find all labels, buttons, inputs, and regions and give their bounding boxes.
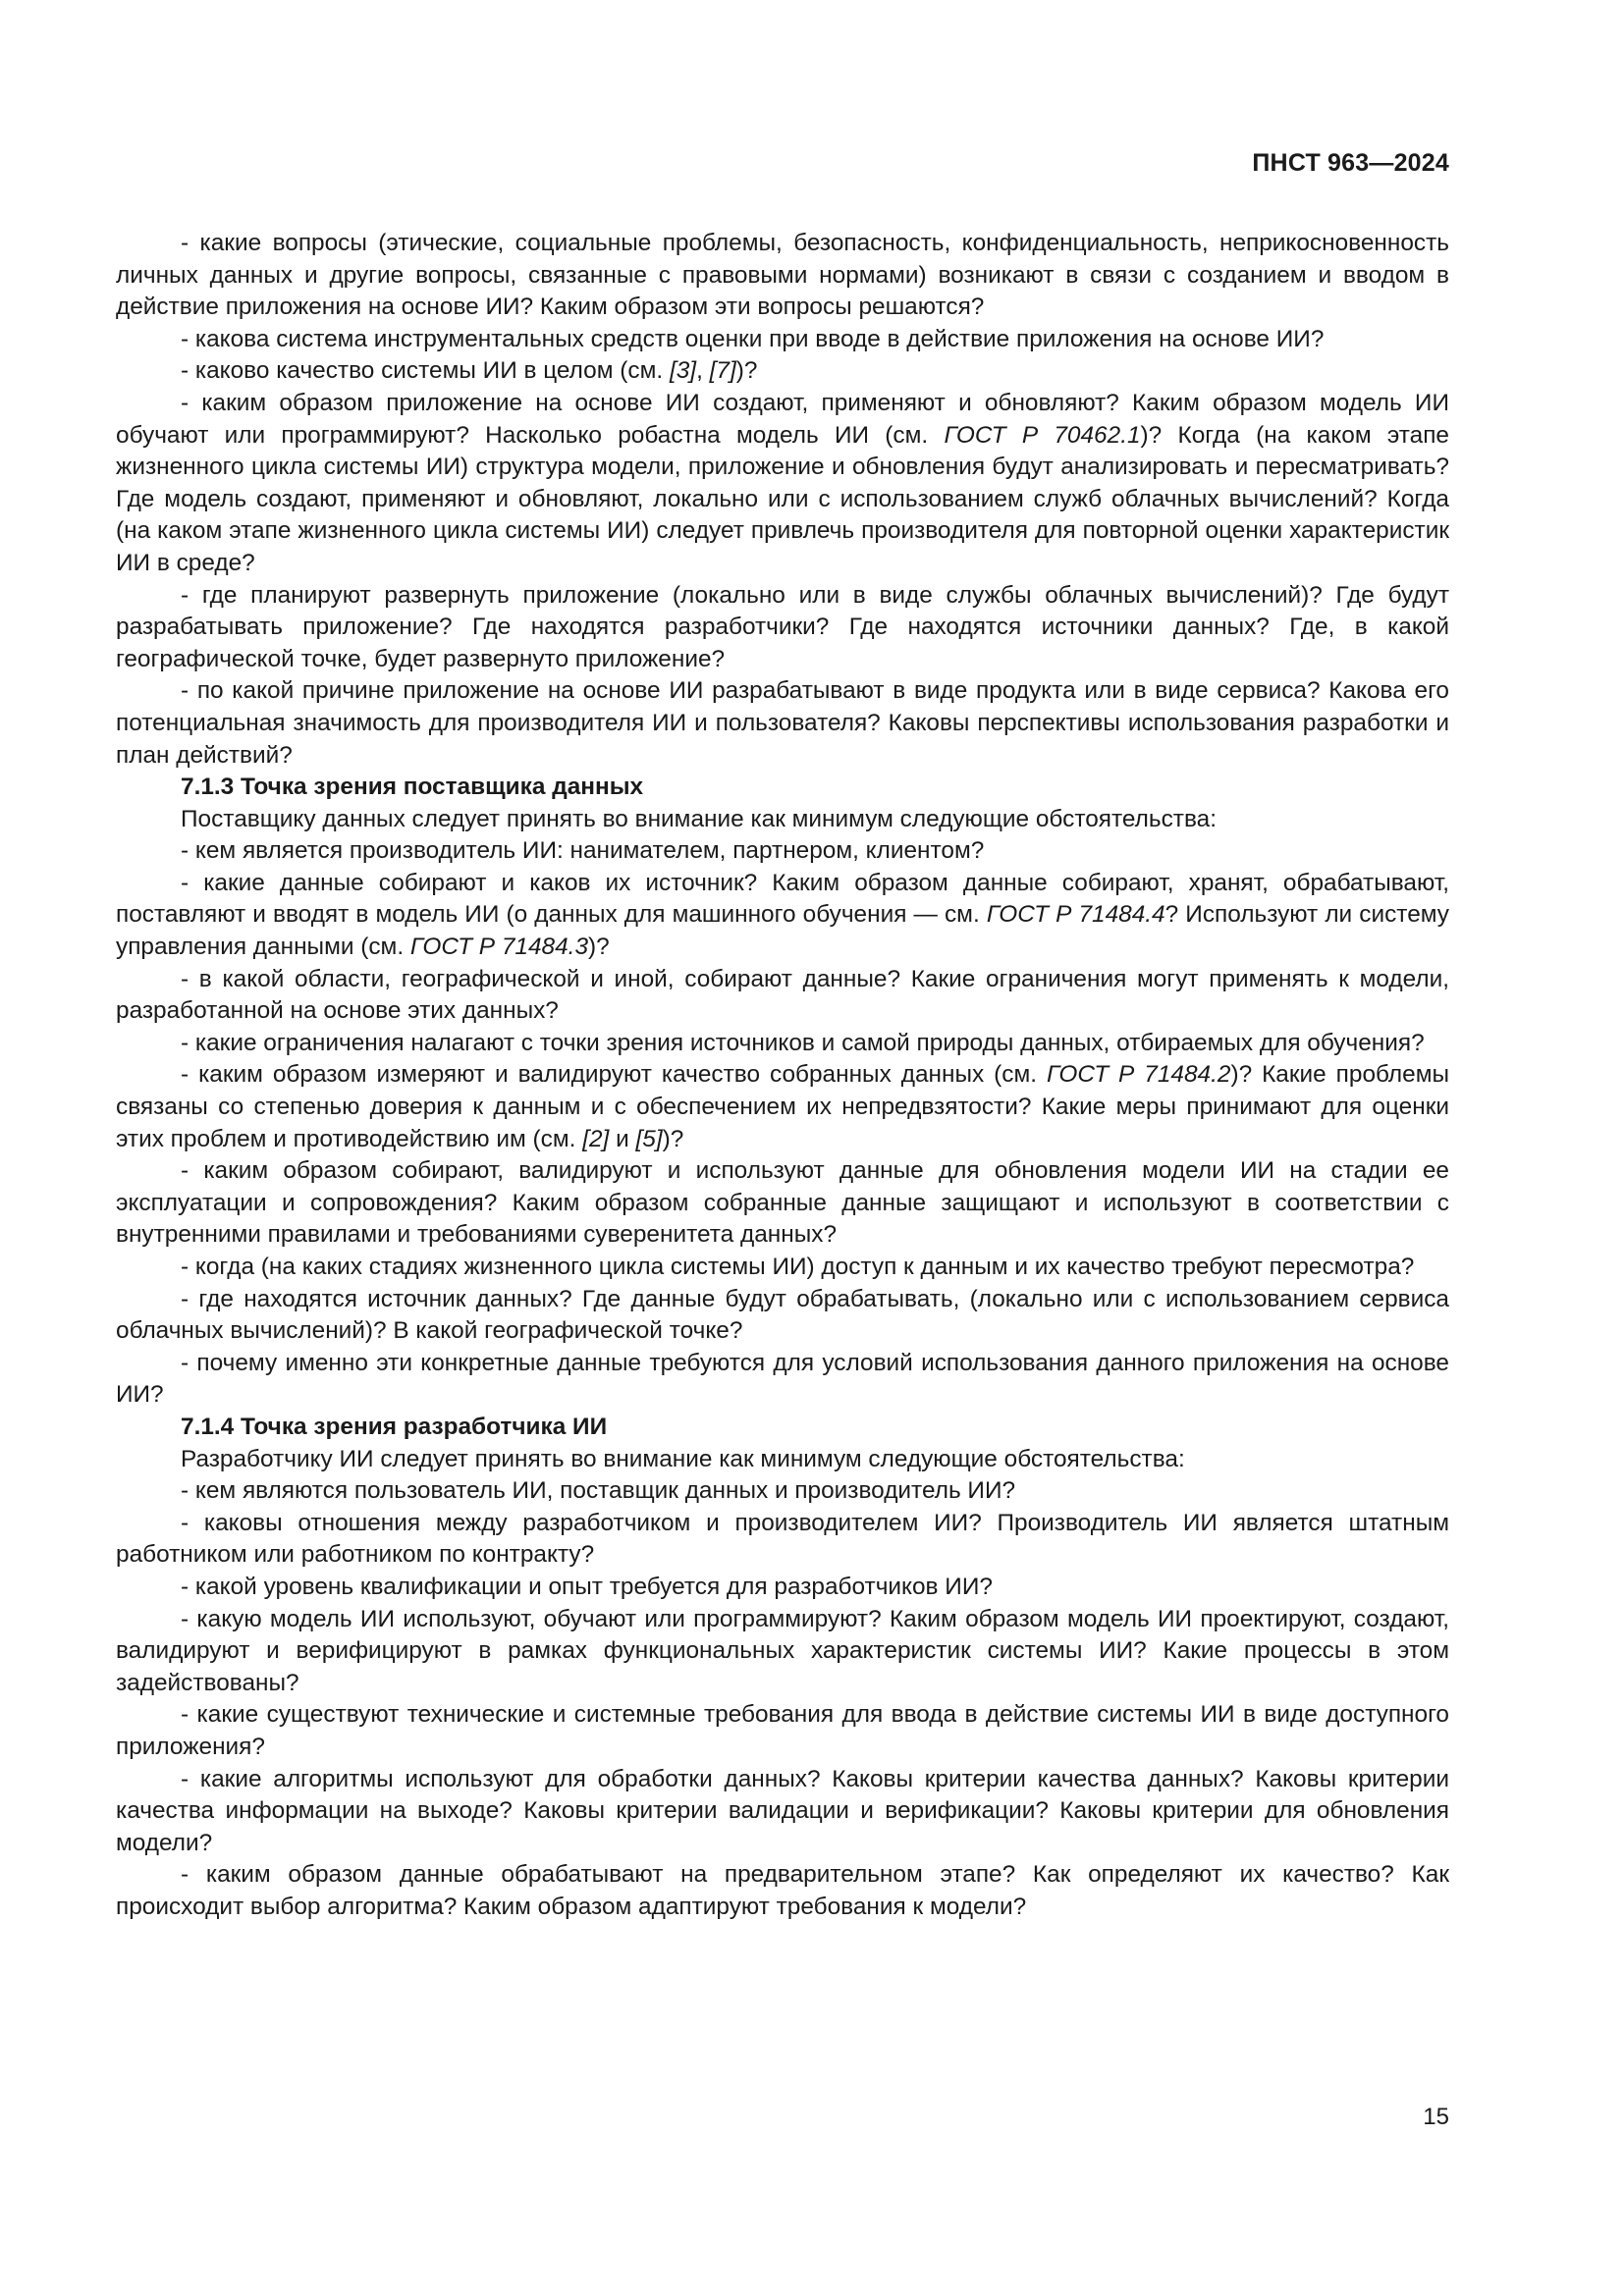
body-paragraph — [116, 1348, 1449, 1412]
body-paragraph — [116, 675, 1449, 772]
body-paragraph — [116, 1699, 1449, 1763]
paragraph-text: - каким образом измеряют и валидируют качество собранных данных (см. — [181, 1061, 1047, 1089]
paragraph-text: 7.1.4 Точка зрения разработчика ИИ — [181, 1413, 608, 1440]
body-paragraph — [116, 1284, 1449, 1348]
paragraph-text: )? Какие проблемы связаны со степенью доверия к данным и с обеспечением их непредвзятости? Какие меры принимают для оценки этих проблем и противодействию им (см. — [116, 1061, 1449, 1152]
paragraph-text: )? — [662, 1125, 684, 1152]
reference-citation: ГОСТ Р 70462.1 — [944, 421, 1141, 449]
body-paragraph — [116, 1252, 1449, 1284]
body-paragraph — [116, 1059, 1449, 1155]
reference-citation: [2] — [582, 1125, 610, 1152]
body-paragraph — [116, 324, 1449, 356]
document-id: ПНСТ 963—2024 — [1252, 149, 1449, 177]
paragraph-text: , — [696, 357, 710, 385]
reference-citation: [5] — [635, 1125, 663, 1152]
section-heading — [116, 1412, 1449, 1444]
body-paragraph — [116, 355, 1449, 388]
body-paragraph — [116, 388, 1449, 580]
body-paragraph — [116, 228, 1449, 324]
body-paragraph — [116, 1859, 1449, 1923]
reference-citation: ГОСТ Р 71484.3 — [409, 934, 589, 961]
paragraph-text: - в какой области, географической и иной, собирают данные? Какие ограничения могут применять к модели, разработанной на основе этих данных? — [116, 965, 1449, 1025]
paragraph-text: - какую модель ИИ используют, обучают или программируют? Каким образом модель ИИ проектируют, создают, валидируют и верифицируют в рамках функциональных характеристик системы ИИ? Какие процессы в этом задействованы? — [116, 1605, 1449, 1696]
reference-citation: ГОСТ Р 71484.4 — [986, 901, 1165, 929]
paragraph-text: - где находятся источник данных? Где данные будут обрабатывать, (локально или с использованием сервиса облачных вычислений)? В какой географической точке? — [116, 1285, 1449, 1345]
paragraph-text: - какова система инструментальных средств оценки при вводе в действие приложения на основе ИИ? — [181, 325, 1325, 352]
paragraph-text: - какие алгоритмы используют для обработки данных? Каковы критерии качества данных? Каковы критерии качества информации на выходе? Каковы критерии валидации и верификации? Каковы критерии для обновления модели? — [116, 1765, 1449, 1856]
paragraph-text: - каково качество системы ИИ в целом (см. — [181, 357, 670, 385]
body-paragraph — [116, 868, 1449, 964]
body-paragraph — [116, 1028, 1449, 1060]
paragraph-text: - каким образом данные обрабатывают на предварительном этапе? Как определяют их качество? Как происходит выбор алгоритма? Каким образом адаптируют требования к модели? — [116, 1861, 1449, 1920]
body-paragraph — [116, 964, 1449, 1028]
paragraph-text: )? Когда (на каком этапе жизненного цикла системы ИИ) структура модели, приложение и обновления будут анализировать и пересматривать? Где модель создают, применяют и обновляют, локально или с использованием служб облачных вычислений? Когда (на каком этапе жизненного цикла системы ИИ) следует привлечь производителя для повторной оценки характеристик ИИ в среде? — [116, 421, 1449, 576]
paragraph-text: Поставщику данных следует принять во внимание как минимум следующие обстоятельства: — [181, 805, 1217, 832]
body-paragraph — [116, 1155, 1449, 1252]
body-paragraph — [116, 804, 1449, 836]
body-paragraph — [116, 1604, 1449, 1700]
paragraph-text: )? — [735, 357, 758, 385]
paragraph-text: - по какой причине приложение на основе ИИ разрабатывают в виде продукта или в виде сервиса? Какова его потенциальная значимость для производителя ИИ и пользователя? Каковы перспективы использования разработки и план действий? — [116, 677, 1449, 769]
paragraph-text: - когда (на каких стадиях жизненного цикла системы ИИ) доступ к данным и их качество требуют пересмотра? — [181, 1254, 1415, 1280]
body-paragraph — [116, 835, 1449, 868]
page-number: 15 — [1423, 2104, 1449, 2130]
body-paragraph — [116, 1764, 1449, 1860]
reference-citation: ГОСТ Р 71484.2 — [1046, 1061, 1231, 1089]
body-paragraph — [116, 1475, 1449, 1508]
document-body — [116, 228, 1449, 1923]
body-paragraph — [116, 1444, 1449, 1476]
paragraph-text: - какие существуют технические и системные требования для ввода в действие системы ИИ в виде доступного приложения? — [116, 1701, 1449, 1760]
paragraph-text: - кем является производитель ИИ: нанимателем, партнером, клиентом? — [181, 837, 985, 865]
paragraph-text: - где планируют развернуть приложение (локально или в виде службы облачных вычислений)? Где будут разрабатывать приложение? Где находятся разработчики? Где находятся источники данных? Где, в какой географической точке, будет развернуто приложение? — [116, 581, 1449, 672]
paragraph-text: - какой уровень квалификации и опыт требуется для разработчиков ИИ? — [181, 1573, 993, 1600]
section-heading — [116, 772, 1449, 804]
paragraph-text: Разработчику ИИ следует принять во внимание как минимум следующие обстоятельства: — [181, 1445, 1185, 1472]
paragraph-text: 7.1.3 Точка зрения поставщика данных — [181, 774, 644, 801]
reference-citation: [3] — [669, 357, 697, 385]
body-paragraph — [116, 1508, 1449, 1572]
paragraph-text: - какие вопросы (этические, социальные проблемы, безопасность, конфиденциальность, неприкосновенность личных данных и другие вопросы, связанные с правовыми нормами) возникают в связи с созданием и вводом в действие приложения на основе ИИ? Каким образом эти вопросы решаются? — [116, 230, 1449, 321]
paragraph-text: - кем являются пользователь ИИ, поставщик данных и производитель ИИ? — [181, 1477, 1016, 1505]
paragraph-text: - каким образом приложение на основе ИИ создают, применяют и обновляют? Каким образом модель ИИ обучают или программируют? Насколько робастна модель ИИ (см. — [116, 389, 1449, 449]
paragraph-text: - какие данные собирают и каков их источник? Каким образом данные собирают, хранят, обрабатывают, поставляют и вводят в модель ИИ (о данных для машинного обучения — см. — [116, 869, 1449, 929]
body-paragraph — [116, 580, 1449, 676]
reference-citation: [7] — [709, 357, 736, 385]
paragraph-text: - каковы отношения между разработчиком и производителем ИИ? Производитель ИИ является штатным работником или работником по контракту? — [116, 1509, 1449, 1569]
body-paragraph — [116, 1572, 1449, 1604]
paragraph-text: - почему именно эти конкретные данные требуются для условий использования данного приложения на основе ИИ? — [116, 1349, 1449, 1409]
paragraph-text: )? — [588, 934, 610, 961]
paragraph-text: ? Используют ли систему управления данными (см. — [116, 901, 1449, 961]
paragraph-text: - какие ограничения налагают с точки зрения источников и самой природы данных, отбираемых для обучения? — [181, 1029, 1425, 1056]
paragraph-text: - каким образом собирают, валидируют и используют данные для обновления модели ИИ на стадии ее эксплуатации и сопровождения? Каким образом собранные данные защищают и используют в соответствии с внутренними правилами и требованиями суверенитета данных? — [116, 1157, 1449, 1249]
paragraph-text: и — [609, 1125, 636, 1152]
